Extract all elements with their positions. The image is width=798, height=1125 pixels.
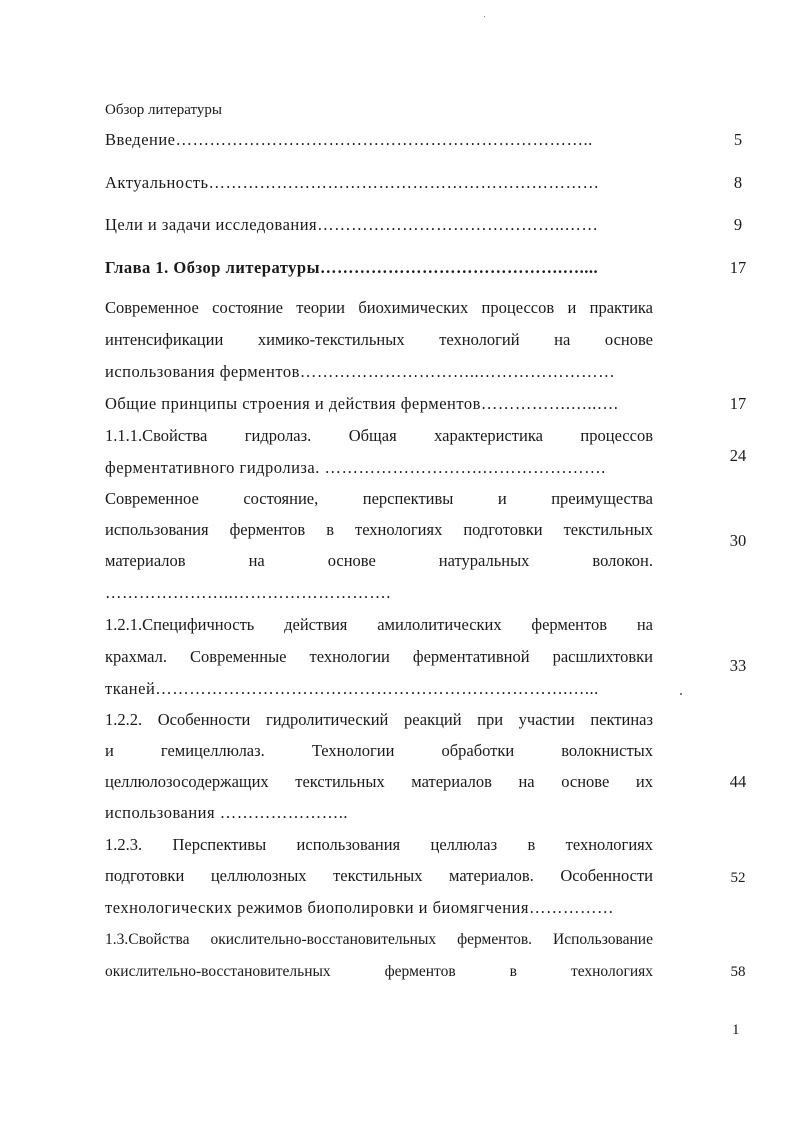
toc-entry-general-principles: Общие принципы строения и действия ферментов…………….…..…. [105, 394, 619, 413]
toc-entry-1-2-1-line-3: тканей……………………………………………………………….…... [105, 679, 599, 698]
toc-entry-modern-state-line-4: …………………..………………………. [105, 583, 391, 602]
toc-page-intro: 5 [733, 130, 743, 149]
toc-entry-1-2-2-line-1: 1.2.2. Особенности гидролитический реакций при участии пектиназ [105, 710, 653, 729]
toc-page-1-3: 58 [730, 964, 746, 980]
toc-page-1-2-3: 52 [730, 870, 746, 886]
toc-entry-1-1-1-line-1: 1.1.1.Свойства гидролаз. Общая характеристика процессов [105, 426, 653, 445]
page-header-label: Обзор литературы [105, 102, 222, 118]
toc-page-general-principles: 17 [729, 394, 747, 413]
toc-entry-chapter-1: Глава 1. Обзор литературы…………………………………….….... [105, 258, 599, 277]
toc-entry-current-state-line-3: использования ферментов…………………………..…………………… [105, 362, 616, 381]
toc-page-chapter-1: 17 [729, 258, 747, 277]
toc-entry-1-2-1-line-1: 1.2.1.Специфичность действия амилолитических ферментов на [105, 615, 653, 634]
toc-page-relevance: 8 [733, 173, 743, 192]
toc-entry-1-2-2-line-4: использования ………………….. [105, 803, 348, 822]
toc-entry-1-2-3-line-2: подготовки целлюлозных текстильных материалов. Особенности [105, 866, 653, 885]
toc-page-1-1-1: 24 [729, 446, 747, 465]
toc-entry-1-2-2-line-3: целлюлозосодержащих текстильных материалов на основе их [105, 772, 653, 791]
toc-entry-current-state-line-1: Современное состояние теории биохимических процессов и практика [105, 298, 653, 317]
toc-entry-1-2-2-line-2: и гемицеллюлаз. Технологии обработки волокнистых [105, 741, 653, 760]
toc-entry-modern-state-line-1: Современное состояние, перспективы и преимущества [105, 489, 653, 508]
toc-page-1-2-1: 33 [729, 656, 747, 675]
toc-entry-current-state-line-2: интенсификации химико-текстильных технологий на основе [105, 330, 653, 349]
toc-page-goals: 9 [733, 215, 743, 234]
scan-speck [680, 693, 682, 695]
toc-entry-1-1-1-line-2: ферментативного гидролиза. ……………………….…………………. [105, 458, 606, 477]
toc-entry-1-2-1-line-2: крахмал. Современные технологии ферментативной расшлихтовки [105, 647, 653, 666]
toc-entry-1-2-3-line-3: технологических режимов биополировки и биомягчения…………… [105, 898, 614, 917]
toc-entry-intro: Введение……………………………………………………………….. [105, 130, 593, 149]
toc-entry-goals: Цели и задачи исследования……………………………………..…… [105, 215, 599, 234]
toc-entry-1-3-line-2: окислительно-восстановительных ферментов в технологиях [105, 963, 653, 980]
toc-page-modern-state: 30 [729, 531, 747, 550]
toc-entry-1-3-line-1: 1.3.Свойства окислительно-восстановительных ферментов. Использование [105, 931, 653, 948]
page-number: 1 [732, 1022, 740, 1038]
toc-entry-relevance: Актуальность…………………………………………………………… [105, 173, 600, 192]
toc-entry-1-2-3-line-1: 1.2.3. Перспективы использования целлюлаз в технологиях [105, 835, 653, 854]
scan-speck [484, 16, 485, 17]
toc-entry-modern-state-line-2: использования ферментов в технологиях подготовки текстильных [105, 520, 653, 539]
toc-page-1-2-2: 44 [729, 772, 747, 791]
toc-entry-modern-state-line-3: материалов на основе натуральных волокон. [105, 551, 653, 570]
